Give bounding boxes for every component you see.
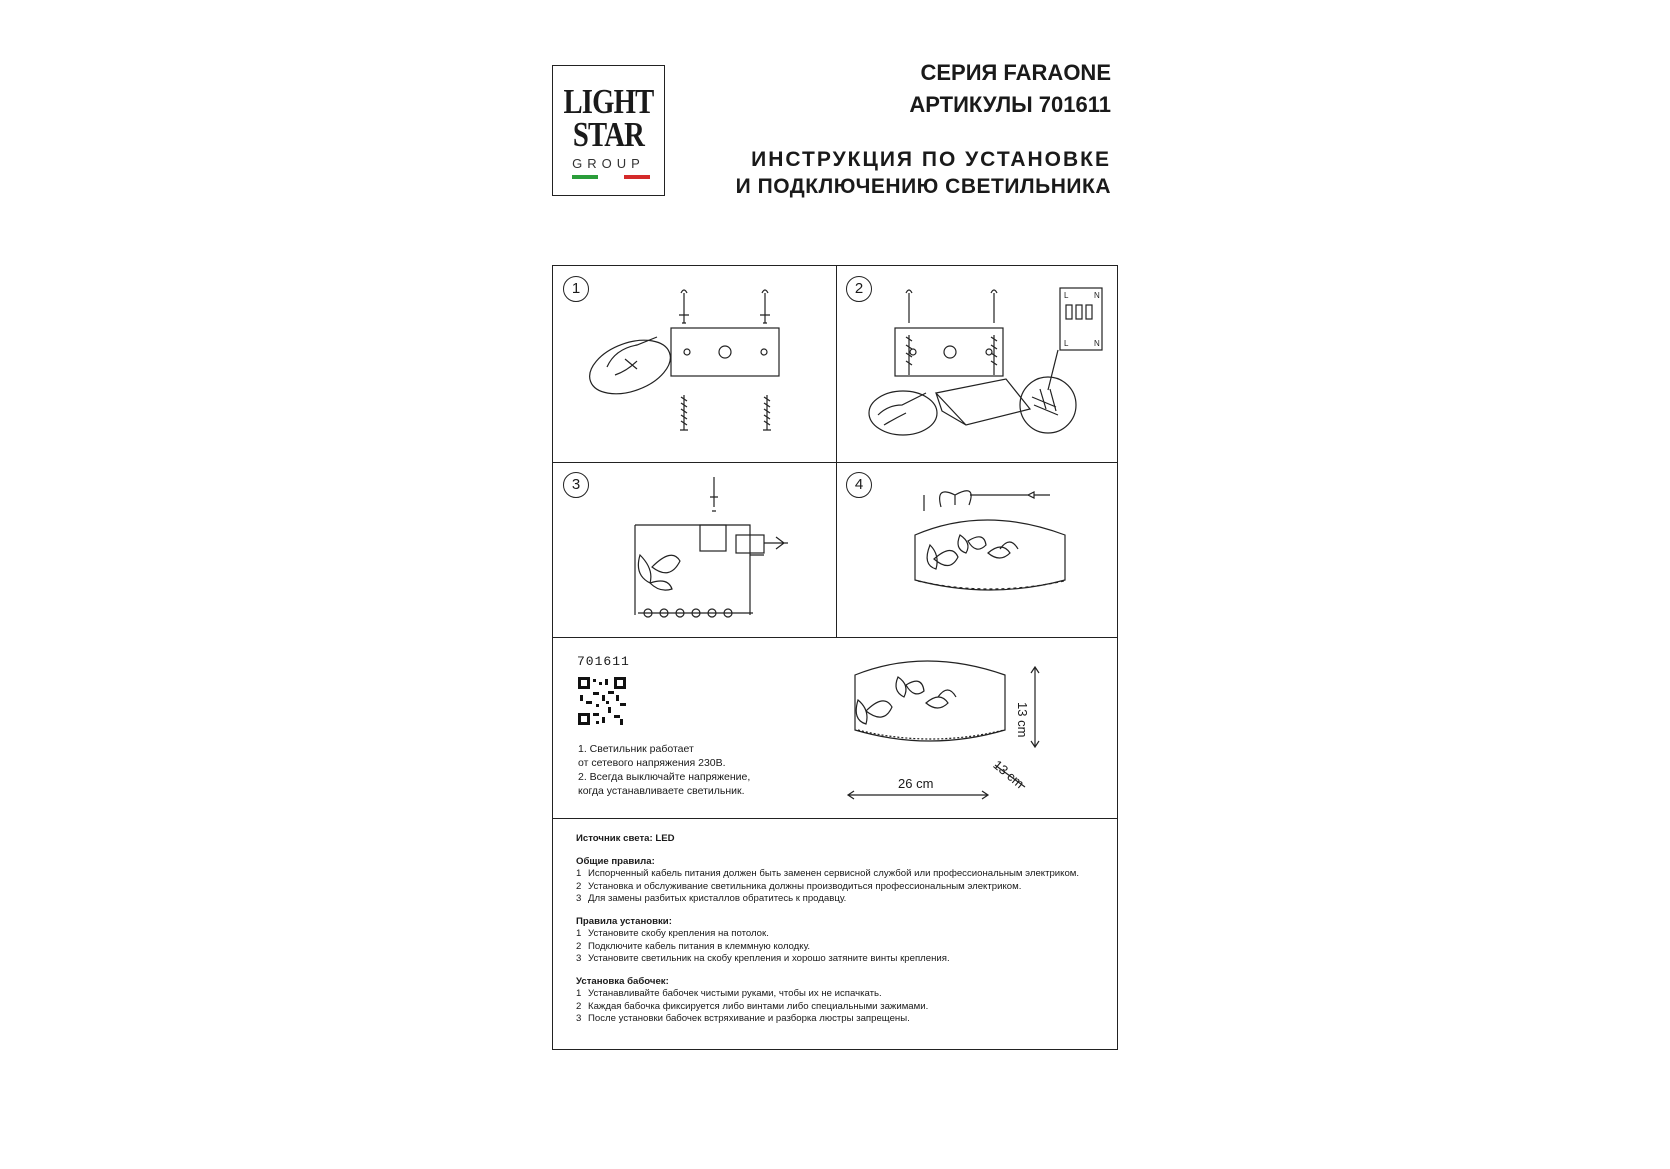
grid-divider	[553, 637, 1117, 638]
hand-screwdriver-icon	[869, 391, 937, 435]
articles-title: АРТИКУЛЫ 701611	[909, 92, 1111, 117]
width-arrow	[848, 791, 988, 799]
grid-divider	[553, 818, 1117, 819]
step-number-2: 2	[846, 276, 872, 302]
note-line: от сетевого напряжения 230В.	[578, 757, 726, 769]
flag-green	[572, 175, 598, 179]
product-notes	[578, 742, 808, 798]
butterfly-rules-title: Установка бабочек:	[576, 975, 669, 987]
wire-label-l-top: L	[1064, 291, 1069, 300]
step2-wiring-illustration	[868, 285, 1108, 445]
screw-icon	[710, 477, 718, 511]
note-line: 1. Светильник работает	[578, 743, 694, 755]
butterfly-rule-item: 3 После установки бабочек встряхивание и разборка люстры запрещены.	[576, 1013, 910, 1024]
general-rule-item: 1 Испорченный кабель питания должен быть заменен сервисной службой или профессиональным электриком.	[576, 868, 1080, 879]
grid-divider-vertical	[836, 266, 837, 637]
general-rule-item: 2 Установка и обслуживание светильника должны производиться профессиональным электриком.	[576, 880, 1022, 892]
light-source: Источник света: LED	[576, 833, 675, 844]
dimension-height: 13 cm	[1015, 702, 1030, 738]
wire-label-l-bottom: L	[1064, 339, 1069, 348]
step4-butterfly-illustration	[910, 475, 1070, 615]
step-number-3: 3	[563, 472, 589, 498]
flag-white	[598, 175, 624, 179]
general-rules-title: Общие правила:	[576, 855, 655, 867]
logo-line-group: GROUP	[572, 156, 645, 171]
dimension-depth: 13 cm	[990, 757, 1028, 792]
terminal-zoom-icon	[1020, 377, 1076, 433]
italian-flag-stripe	[572, 175, 650, 179]
series-title: СЕРИЯ FARAONE	[920, 60, 1111, 85]
dimension-width: 26 cm	[898, 776, 934, 791]
clip-icon	[924, 492, 1050, 511]
note-line: когда устанавливаете светильник.	[578, 785, 745, 797]
brand-logo	[552, 65, 665, 196]
butterfly-icon	[940, 491, 972, 507]
logo-line-star: STAR	[572, 115, 645, 154]
step-number-4: 4	[846, 472, 872, 498]
product-article: 701611	[577, 654, 630, 669]
butterfly-rule-item: 2 Каждая бабочка фиксируется либо винтами либо специальными зажимами.	[576, 1000, 929, 1012]
butterfly-decor	[638, 555, 680, 590]
butterfly-rule-item: 1 Устанавливайте бабочек чистыми руками, чтобы их не испачкать.	[576, 988, 882, 999]
step-number-1: 1	[563, 276, 589, 302]
note-line: 2. Всегда выключайте напряжение,	[578, 771, 751, 783]
wire-label-n-bottom: N	[1094, 339, 1100, 348]
wire-label-n-top: N	[1094, 291, 1100, 300]
flag-red	[624, 175, 650, 179]
height-arrow	[1031, 667, 1039, 747]
grid-divider	[553, 462, 1117, 463]
step1-mounting-illustration	[585, 285, 815, 435]
terminal-box	[936, 379, 1030, 425]
logo-line-light: LIGHT	[563, 82, 654, 121]
lampshade-outline	[855, 661, 1005, 741]
install-rule-item: 1 Установите скобу крепления на потолок.	[576, 928, 769, 939]
instruction-title-line2: И ПОДКЛЮЧЕНИЮ СВЕТИЛЬНИКА	[735, 175, 1111, 198]
instruction-title-line1: ИНСТРУКЦИЯ ПО УСТАНОВКЕ	[751, 148, 1111, 171]
mounting-bracket	[671, 328, 779, 376]
rules-text-block	[576, 833, 1116, 1026]
general-rule-item: 3 Для замены разбитых кристаллов обратитесь к продавцу.	[576, 893, 847, 904]
install-rule-item: 2 Подключите кабель питания в клеммную колодку.	[576, 940, 811, 952]
install-rule-item: 3 Установите светильник на скобу крепления и хорошо затяните винты крепления.	[576, 953, 950, 964]
mounting-bracket	[895, 328, 1003, 376]
qr-code-icon[interactable]	[578, 677, 626, 725]
install-rules-title: Правила установки:	[576, 915, 672, 927]
step3-attach-illustration	[630, 475, 820, 620]
